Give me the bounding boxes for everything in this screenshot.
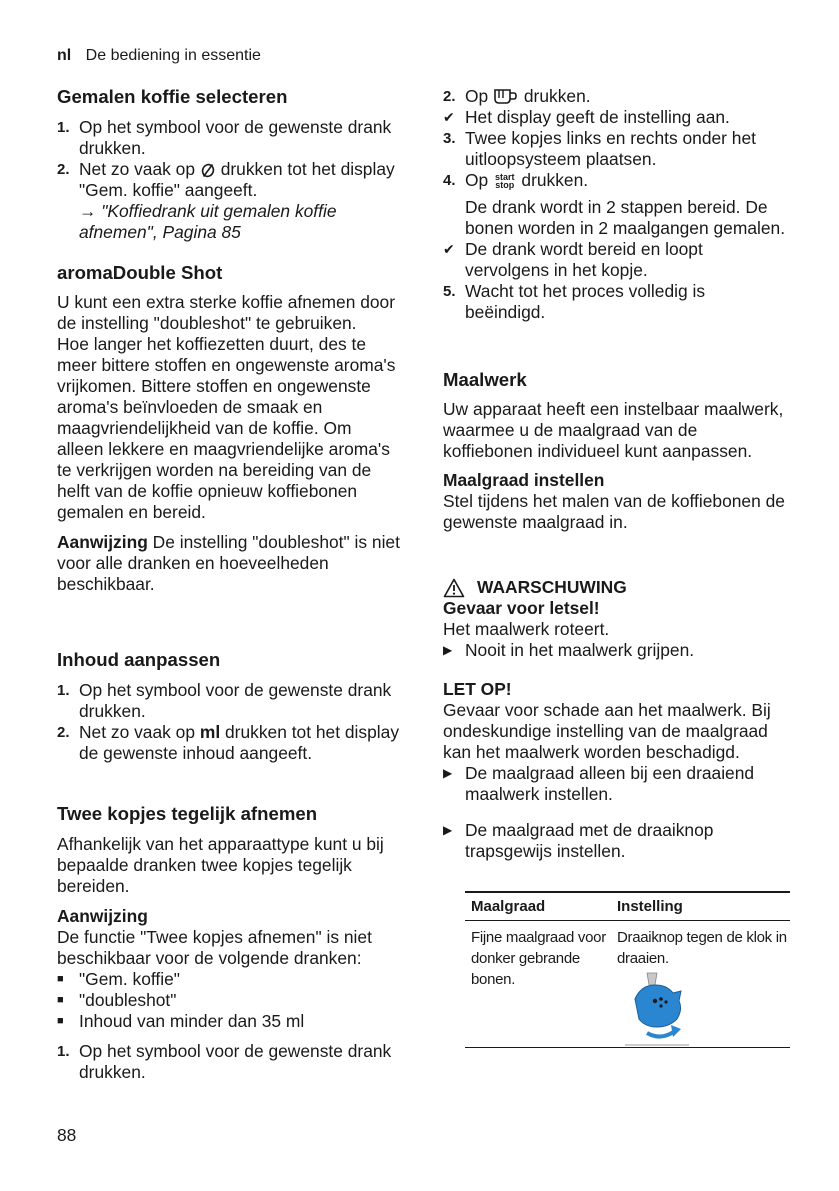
step-item (443, 281, 790, 323)
caution-text: Gevaar voor schade aan het maalwerk. Bij ondeskundige instelling van de maalgraad kan het maalwerk worden beschadigd. (443, 700, 771, 762)
section-heading: aromaDouble Shot (57, 262, 223, 283)
list-item (57, 969, 402, 990)
section-heading: Maalwerk (443, 369, 527, 390)
ml-button-symbol: ml (199, 722, 221, 742)
list-item-text: "Gem. koffie" (79, 969, 180, 989)
column-header: Instelling (617, 898, 683, 915)
step-number: 3. (443, 130, 456, 147)
step-number: 2. (57, 724, 70, 741)
subheading: Maalgraad instellen (443, 470, 605, 490)
page-header (57, 46, 261, 66)
caution-block (443, 679, 790, 862)
step-text: Wacht tot het proces volledig is beëindigd. (465, 281, 706, 322)
result-item (443, 107, 790, 128)
section-heading: Gemalen koffie selecteren (57, 86, 288, 107)
step-text: drukken tot het display "Gem. koffie" aangeeft. (79, 159, 395, 200)
result-text: De drank wordt bereid en loopt vervolgens in het kopje. (465, 239, 703, 280)
step-text: drukken tot het display de gewenste inhoud aangeeft. (79, 722, 400, 763)
paragraph: Uw apparaat heeft een instelbaar maalwerk, waarmee u de maalgraad van de koffiebonen individueel kunt aanpassen. (443, 399, 784, 461)
step-text: Twee kopjes links en rechts onder het uitloopsysteem plaatsen. (465, 128, 756, 169)
ground-coffee-icon (200, 162, 216, 178)
action-item (443, 640, 790, 661)
column-header: Maalgraad (471, 898, 546, 915)
table-cell: Fijne maalgraad voor donker gebrande bonen. (471, 929, 606, 988)
step-number: 1. (57, 1043, 70, 1060)
caution-title: LET OP! (443, 679, 512, 699)
cross-reference-link[interactable]: → "Koffiedrank uit gemalen koffie afnemen", Pagina 85 (79, 201, 337, 242)
step-text: Op (465, 170, 489, 190)
note (57, 532, 402, 595)
two-cups-icon (493, 88, 519, 106)
step-text: Op het symbool voor de gewenste drank drukken. (79, 1041, 392, 1082)
start-stop-icon: start stop (495, 172, 515, 191)
section-twee-kopjes (57, 803, 402, 1083)
action-item (443, 763, 790, 805)
step-number: 2. (57, 161, 70, 178)
language-code: nl (57, 47, 72, 64)
note-label: Aanwijzing (57, 906, 148, 926)
step-number: 4. (443, 172, 456, 189)
maalgraad-table (465, 891, 790, 1048)
step-text: drukken. (523, 86, 591, 106)
paragraph: Hoe langer het koffiezetten duurt, des te meer bittere stoffen en ongewenste aroma's vrijkomen. Bittere stoffen en ongewenste aroma's beïnvloeden de smaak en maagvriendelijkheid van de koffie. Om alleen lekkere en maagvriendelijke aroma's te verkrijgen worden na bereiding van de helft van de koffie opnieuw koffiebonen gemalen en bereid. (57, 334, 396, 522)
note-label: Aanwijzing (57, 532, 148, 552)
step-item (443, 170, 790, 191)
step-detail: De drank wordt in 2 stappen bereid. De bonen worden in 2 maalgangen gemalen. (465, 197, 786, 238)
list-item-text: Inhoud van minder dan 35 ml (79, 1011, 305, 1031)
section-heading: Twee kopjes tegelijk afnemen (57, 803, 318, 824)
list-item (57, 990, 402, 1011)
step-number: 5. (443, 283, 456, 300)
paragraph: U kunt een extra sterke koffie afnemen door de instelling "doubleshot" te gebruiken. (57, 292, 396, 333)
action-arrow-icon: ▶ (443, 823, 453, 837)
step-item (57, 680, 402, 722)
result-item (443, 239, 790, 281)
action-arrow-icon: ▶ (443, 766, 453, 780)
section-aroma-double-shot (57, 262, 402, 595)
warning-text: Het maalwerk roteert. (443, 619, 610, 639)
bullet-square-icon: ■ (57, 1015, 64, 1027)
warning-block (443, 577, 790, 661)
step-item (443, 128, 790, 170)
step-item (443, 86, 790, 107)
table-cell (617, 927, 790, 1047)
section-heading: Inhoud aanpassen (57, 649, 221, 670)
check-icon: ✔ (443, 109, 455, 125)
action-item (443, 820, 790, 862)
step-number: 1. (57, 119, 70, 136)
bullet-square-icon: ■ (57, 973, 64, 985)
step-text: Op (465, 86, 489, 106)
step-text: Op het symbool voor de gewenste drank drukken. (79, 117, 392, 158)
list-item-text: "doubleshot" (79, 990, 177, 1010)
paragraph: Afhankelijk van het apparaattype kunt u bij bepaalde dranken twee kopjes tegelijk bereiden. (57, 834, 384, 896)
result-text: Het display geeft de instelling aan. (465, 107, 730, 127)
action-arrow-icon: ▶ (443, 643, 453, 657)
section-maalwerk (443, 369, 790, 533)
paragraph: Stel tijdens het malen van de koffiebonen de gewenste maalgraad in. (443, 491, 785, 532)
step-item (57, 722, 402, 764)
step-item (57, 1041, 402, 1083)
action-text: Nooit in het maalwerk grijpen. (465, 640, 695, 660)
step-text: Net zo vaak op (79, 159, 196, 179)
step-number: 1. (57, 682, 70, 699)
note-text: De functie "Twee kopjes afnemen" is niet beschikbaar voor de volgende dranken: (57, 927, 372, 968)
section-inhoud-aanpassen (57, 649, 402, 764)
step-text: drukken. (521, 170, 589, 190)
table-cell-text: Draaiknop tegen de klok in draaien. (617, 929, 787, 967)
steps-continued (443, 86, 790, 323)
step-number: 2. (443, 88, 456, 105)
note-text: De instelling "doubleshot" is niet voor alle dranken en hoeveelheden beschikbaar. (57, 532, 400, 594)
action-text: De maalgraad met de draaiknop trapsgewijs instellen. (465, 820, 714, 861)
warning-triangle-icon (443, 578, 465, 598)
grinder-knob-icon (617, 971, 697, 1051)
step-text: Op het symbool voor de gewenste drank drukken. (79, 680, 392, 721)
page-number: 88 (57, 1125, 77, 1145)
list-item (57, 1011, 402, 1032)
table-row (465, 921, 790, 1047)
table-header (465, 893, 790, 921)
warning-subtitle: Gevaar voor letsel! (443, 598, 600, 618)
bullet-square-icon: ■ (57, 994, 64, 1006)
rotate-arrow-icon (647, 1031, 675, 1037)
step-item (57, 159, 402, 201)
action-text: De maalgraad alleen bij een draaiend maalwerk instellen. (465, 763, 755, 804)
warning-title: WAARSCHUWING (443, 577, 790, 598)
step-item (57, 117, 402, 159)
section-gemalen-koffie (57, 86, 402, 243)
chapter-title: De bediening in essentie (85, 47, 261, 64)
step-text: Net zo vaak op (79, 722, 196, 742)
check-icon: ✔ (443, 241, 455, 257)
